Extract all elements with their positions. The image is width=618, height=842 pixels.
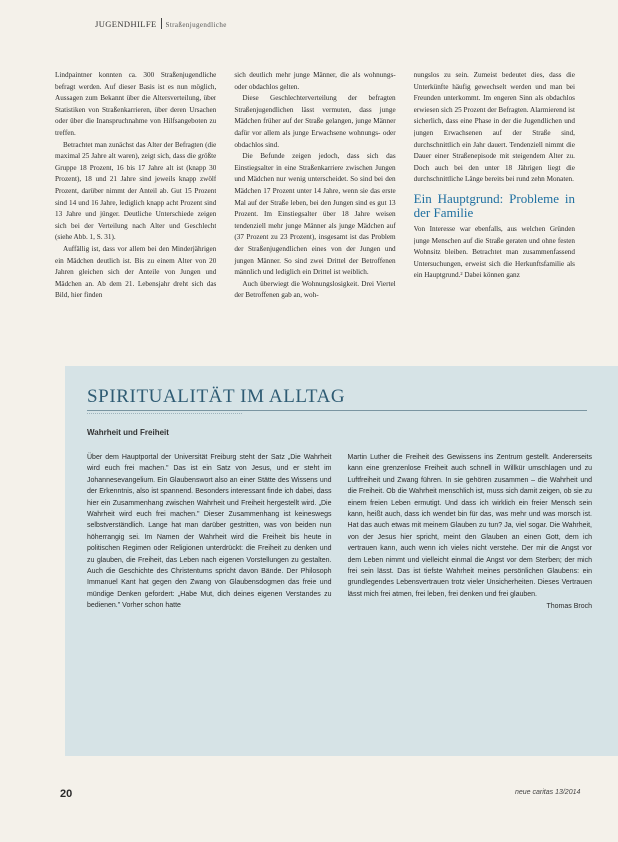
journal-name: neue caritas 13/2014 <box>515 789 581 796</box>
spirituality-box <box>65 366 618 756</box>
box-column-left <box>87 452 332 722</box>
box-subtitle: Wahrheit und Freiheit <box>87 428 169 437</box>
paragraph: Die Befunde zeigen jedoch, dass sich das Einstiegsalter in eine Straßenkarriere zwischen Jungen und Mädchen nur wenig unterscheidet. So sind bei den Mädchen 17 Prozent unter 14 Jahre, wenn sie das erste Mal auf der Straße leben, bei den Jungen sind es gut 13 Prozent. Im Einstiegsalter über 18 Jahre weisen tendenziell mehr junge Männer als junge Mädchen auf (37 Prozent zu 23 Prozent), insgesamt ist das Problem der Straßenjugendlichen eines von der Jungen und jungen Männer. So sind zwei Drittel der Betroffenen männlich und lediglich ein Drittel ist weiblich. <box>234 152 396 277</box>
paragraph: Auffällig ist, dass vor allem bei den Minderjährigen ein Mädchen deutlich ist. Bis zu einem Alter von 20 Jahren gleichen sich der Anteile von Jungen und Mädchen an. Ab dem 21. Lebensjahr dreht sich das Bild, hier finden <box>55 244 217 300</box>
dotted-rule <box>87 413 242 415</box>
paragraph: Lindpaintner konnten ca. 300 Straßenjugendliche befragt werden. Auf dieser Basis ist es nun möglich, Aussagen zum Bekannt über die Altersverteilung, über Statistiken von Straßenkarrieren, über deren Ursachen oder über die Inanspruchnahme von Hilfsangeboten zu treffen. <box>55 71 217 137</box>
box-columns <box>87 452 592 722</box>
paragraph: Betrachtet man zunächst das Alter der Befragten (die maximal 25 Jahre alt waren), zeigt sich, dass die größte Gruppe 18 Prozent, 16 bis 17 Jahre alt ist (knapp 30 Prozent), 18 und 21 Jahre sind jeweils knapp zwölf Prozent, darüber nimmt der Anteil ab. Gut 15 Prozent sind 14 und 16 Jahre, lediglich knapp acht Prozent sind 13 Jahre und jünger. Deutliche Unterschiede zeigen sich bei der Verteilung nach Alter und Geschlecht (siehe Abb. 1, S. 31). <box>55 140 217 242</box>
title-rule <box>87 410 587 411</box>
paragraph: Von Interesse war ebenfalls, aus welchen Gründen junge Menschen auf die Straße geraten und ohne festen Wohnsitz bleiben. Betrachtet man zusammenfassend Untersuchungen, erweist sich die Herkunftsfamilie als ein Hauptgrund.² Dabei können ganz <box>413 224 575 280</box>
section-label: JUGENDHILFE <box>95 19 157 29</box>
paragraph: nungslos zu sein. Zumeist bedeutet dies, dass die Unterkünfte häufig gewechselt werden und man bei Freunden unterkommt. Im engeren Sinn als obdachlos erwiesen sich 25 Prozent der Befragten. Alarmierend ist sicherlich, dass eine Phase in der die Jugendlichen und jungen Erwachsenen auf der Straße sind, durchschnittlich ein Jahr dauert. Tendenziell nimmt die Dauer einer Straßenepisode mit steigendem Alter zu. Doch auch bei den unter 18 Jährigen liegt die durchschnittliche Länge bereits bei rund zehn Monaten. <box>413 71 575 184</box>
header-divider <box>161 18 162 29</box>
paragraph: Über dem Hauptportal der Universität Freiburg steht der Satz „Die Wahrheit wird euch frei machen." Das ist ein Satz von Jesus, und er steht im Johannesevangelium. Ein Glaubenswort also an einer Stätte des Wissens und der Erkenntnis, also ist spannend. Besonders interessant finde ich dabei, dass hier ein Zusammenhang zwischen Wahrheit und Freiheit hergestellt wird. „Die Wahrheit wird euch frei machen." Dieser Zusammenhang ist keineswegs selbstverständlich. Lange hat man darüber gestritten, was von beiden nun höherrangig sei. Im Namen der Wahrheit wird die Freiheit bis heute in politischen Regimen oder Religionen unterdrückt: die Freiheit zu denken und zu glauben, die Freiheit, das Leben nach eigenen Vorstellungen zu gestalten. Auch die Geschichte des Christentums spricht davon Bände. Der Philosoph Immanuel Kant hat gegen den Zwang von Glaubensdogmen das freie und mündige Denken gefordert: „Habe Mut, dich deines eigenen Verstandes zu bedienen." Vorher schon hatte <box>87 454 332 610</box>
paragraph: Auch überwiegt die Wohnungslosigkeit. Drei Viertel der Betroffenen gab an, woh- <box>234 279 396 300</box>
author-signature: Thomas Broch <box>546 603 592 611</box>
box-column-right <box>348 452 593 722</box>
running-head <box>95 18 227 29</box>
paragraph: Diese Geschlechterverteilung der befragten Straßenjugendlichen lässt vermuten, dass junge Mädchen früher auf der Straße gelangen, junge Männer dafür vor allem als junge Erwachsene wohnungs- oder obdachlos sind. <box>234 94 396 149</box>
paragraph: Martin Luther die Freiheit des Gewissens ins Zentrum gestellt. Andererseits kann eine grenzenlose Freiheit auch schnell in Willkür umschlagen und zu Luftfreiheit und Zwang führen. In sie gehören zusammen – die Wahrheit und die Freiheit. Ob die Wahrheit menschlich ist, muss sich damit zeigen, ob sie zu einem freien Leben ermutigt. Und dass ich wirklich ein freier Mensch sein kann, heißt auch, dass ich wendet bin für das, was mehr und was morsch ist. Hat das auch etwas mit meinem Glauben zu tun? Ja, viel sogar. Die Wahrheit, von der Jesus hier spricht, meint den Glauben an einen Gott, dem ich vertrauen kann, auch wenn ich vieles nicht verstehe. Der mir die Angst vor dem Leben nimmt und vielleicht einmal die Angst vor dem Sterben; der mich frei sein lässt. Das ist tiefste Wahrheit meines persönlichen Glaubens: ein grundlegendes Lebensvertrauen trotz vieler Unsicherheiten. Dieses Vertrauen lässt mich frei atmen, frei leben, frei denken und frei glauben. <box>347 454 592 598</box>
page-number: 20 <box>60 788 73 800</box>
article-column-2 <box>234 70 395 352</box>
paragraph: sich deutlich mehr junge Männer, die als wohnungs- oder obdachlos gelten. <box>234 71 396 91</box>
subsection-label: Straßenjugendliche <box>165 21 227 29</box>
section-subheading: Ein Hauptgrund: Probleme in der Familie <box>413 190 575 220</box>
article-column-1 <box>55 70 216 352</box>
box-title: SPIRITUALITÄT IM ALLTAG <box>87 386 346 407</box>
article-column-3 <box>414 70 575 352</box>
article-body <box>55 70 575 352</box>
